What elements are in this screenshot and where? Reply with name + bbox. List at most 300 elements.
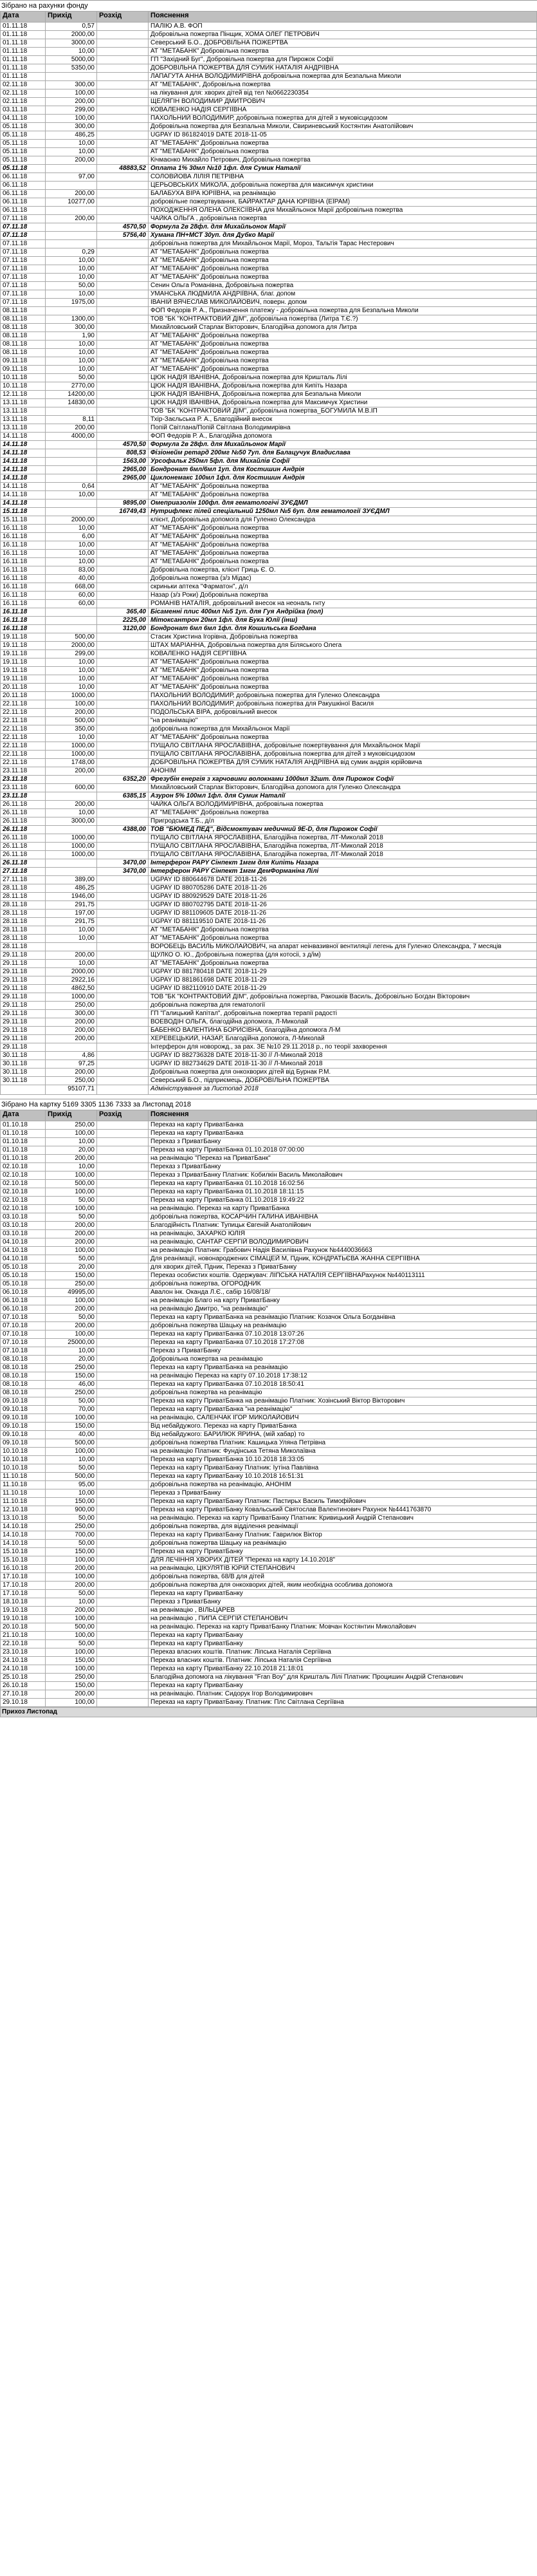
cell-income: 200,00 xyxy=(46,1322,97,1330)
cell-date: 07.11.18 xyxy=(1,223,46,232)
cell-expense xyxy=(97,516,149,525)
table-row xyxy=(1,1498,537,1506)
cell-description: Нутрифлекс пілей спеціальний 1250мл №5 6уп. для гематології ЗУЄДМЛ xyxy=(149,508,537,516)
table-row xyxy=(1,1582,537,1590)
cell-expense xyxy=(97,1364,149,1372)
cell-date: 16.11.18 xyxy=(1,608,46,617)
table-row xyxy=(1,290,537,299)
table-row xyxy=(1,1473,537,1481)
cell-expense xyxy=(97,1565,149,1573)
table-row xyxy=(1,64,537,73)
table-row xyxy=(1,23,537,31)
cell-date: 14.11.18 xyxy=(1,458,46,466)
cell-expense xyxy=(97,274,149,282)
cell-date: 05.11.18 xyxy=(1,131,46,140)
cell-date: 01.10.18 xyxy=(1,1121,46,1130)
cell-income: 10,00 xyxy=(46,1598,97,1607)
cell-description: Добровільна пожертва (з/з Мідас) xyxy=(149,575,537,583)
table-row xyxy=(1,1060,537,1069)
table-row xyxy=(1,1322,537,1330)
table-row xyxy=(1,499,537,508)
cell-date: 07.11.18 xyxy=(1,232,46,240)
cell-income: 150,00 xyxy=(46,1372,97,1381)
cell-date: 14.11.18 xyxy=(1,483,46,491)
table-row xyxy=(1,541,537,550)
cell-description: Переказ на карту ПриватБанку Платник: Гаврилюк Віктор xyxy=(149,1531,537,1540)
cell-date: 19.11.18 xyxy=(1,658,46,667)
cell-expense xyxy=(97,985,149,993)
cell-description: ПУЩАЛО СВІТЛАНА ЯРОСЛАВІВНА, добровільне пожертвування для Михайльонок Марії xyxy=(149,742,537,751)
cell-expense xyxy=(97,81,149,89)
cell-expense: 5756,40 xyxy=(97,232,149,240)
cell-expense: 2225,00 xyxy=(97,617,149,625)
cell-income: 250,00 xyxy=(46,1280,97,1289)
cell-description: Формула 2в 28фл. для Михайльонок Марії xyxy=(149,441,537,449)
cell-income: 250,00 xyxy=(46,1523,97,1531)
cell-expense xyxy=(97,1456,149,1464)
table-row xyxy=(1,215,537,223)
cell-description: на реанімацію. Платник: Сидорук Ігор Володимирович xyxy=(149,1690,537,1699)
cell-description: UGPAY ID 880644678 DATE 2018-11-26 xyxy=(149,876,537,884)
cell-description: ПАХОЛЬНИЙ ВОЛОДИМИР, добровільна пожертва для Гуленко Олександра xyxy=(149,692,537,700)
cell-income: 50,00 xyxy=(46,1197,97,1205)
table-row xyxy=(1,399,537,407)
table-row xyxy=(1,182,537,190)
cell-income: 2000,00 xyxy=(46,516,97,525)
cell-description: Переказ на карту ПриватБанка 07.10.2018 17:27:08 xyxy=(149,1339,537,1347)
cell-date: 02.10.18 xyxy=(1,1171,46,1180)
cell-income xyxy=(46,776,97,784)
cell-date: 09.11.18 xyxy=(1,366,46,374)
cell-income: 900,00 xyxy=(46,1506,97,1515)
cell-expense xyxy=(97,491,149,499)
cell-income: 200,00 xyxy=(46,215,97,223)
table-row xyxy=(1,675,537,684)
cell-description: ТОВ "БК "КОНТРАКТОВИЙ ДІМ", добровільна пожертва (Литра Т.Є.?) xyxy=(149,315,537,324)
cell-income: 10,00 xyxy=(46,257,97,265)
cell-description: добровільна пожертва для гематології xyxy=(149,1002,537,1010)
cell-income: 100,00 xyxy=(46,1648,97,1657)
table-row xyxy=(1,910,537,918)
cell-date: 04.10.18 xyxy=(1,1255,46,1264)
cell-expense xyxy=(97,1556,149,1565)
cell-expense xyxy=(97,433,149,441)
cell-date: 28.11.18 xyxy=(1,926,46,935)
cell-date: 11.10.18 xyxy=(1,1481,46,1489)
table-row xyxy=(1,1171,537,1180)
cell-expense: 4570,50 xyxy=(97,223,149,232)
cell-date: 16.11.18 xyxy=(1,566,46,575)
cell-description: ХЕРЕВЕЦЬКИЙ, НАЗАР, Благодійна допомога, Л-Миколай xyxy=(149,1035,537,1043)
cell-date: 16.11.18 xyxy=(1,525,46,533)
cell-expense xyxy=(97,1414,149,1423)
cell-expense xyxy=(97,391,149,399)
cell-income: 200,00 xyxy=(46,1018,97,1027)
cell-expense xyxy=(97,751,149,759)
cell-description: ГП "Галицький Капітал", добровільна пожертва терапії радості xyxy=(149,1010,537,1018)
cell-income: 1946,00 xyxy=(46,893,97,901)
cell-income: 50,00 xyxy=(46,1640,97,1648)
cell-expense xyxy=(97,64,149,73)
cell-expense xyxy=(97,1464,149,1473)
cell-expense xyxy=(97,1381,149,1389)
cell-date: 07.10.18 xyxy=(1,1322,46,1330)
cell-date: 27.11.18 xyxy=(1,868,46,876)
cell-income: 70,00 xyxy=(46,1406,97,1414)
cell-income: 100,00 xyxy=(46,1615,97,1623)
cell-income: 250,00 xyxy=(46,1002,97,1010)
cell-expense xyxy=(97,1230,149,1238)
cell-date: 09.10.18 xyxy=(1,1423,46,1431)
cell-expense xyxy=(97,341,149,349)
cell-income xyxy=(46,625,97,633)
cell-description: АТ "МЕТАБАНК" Добровільна пожертва xyxy=(149,332,537,341)
table-row xyxy=(1,424,537,433)
cell-expense xyxy=(97,675,149,684)
cell-income: 668,00 xyxy=(46,583,97,592)
cell-income: 100,00 xyxy=(46,1188,97,1197)
cell-income: 20,00 xyxy=(46,1146,97,1155)
table-row xyxy=(1,232,537,240)
cell-date: 29.11.18 xyxy=(1,968,46,976)
table-row xyxy=(1,458,537,466)
table-row xyxy=(1,968,537,976)
cell-income: 50,00 xyxy=(46,1540,97,1548)
cell-date: 14.11.18 xyxy=(1,474,46,483)
cell-date: 16.11.18 xyxy=(1,575,46,583)
cell-expense xyxy=(97,1010,149,1018)
cell-date: 09.10.18 xyxy=(1,1397,46,1406)
cell-expense: 1563,00 xyxy=(97,458,149,466)
cell-description: АТ "МЕТАБАНК" Добровільна пожертва xyxy=(149,48,537,56)
cell-expense xyxy=(97,315,149,324)
cell-description: КОВАЛЕНКО НАДІЯ СЕРГІЇВНА xyxy=(149,650,537,658)
cell-income: 4,86 xyxy=(46,1052,97,1060)
table-row xyxy=(1,993,537,1002)
table-row xyxy=(1,1305,537,1314)
cell-expense xyxy=(97,332,149,341)
cell-date: 07.10.18 xyxy=(1,1347,46,1356)
cell-income: 300,00 xyxy=(46,1010,97,1018)
cell-income: 10,00 xyxy=(46,366,97,374)
cell-description: на реанімацію, САЛЕНЧАК ІГОР МИКОЛАЙОВИЧ xyxy=(149,1414,537,1423)
cell-description: Переказ з ПриватБанку Платник: Кобилкін Василь Миколайович xyxy=(149,1171,537,1180)
cell-date: 09.10.18 xyxy=(1,1406,46,1414)
table-row xyxy=(1,550,537,558)
cell-income: 100,00 xyxy=(46,115,97,123)
cell-date: 13.11.18 xyxy=(1,407,46,416)
cell-income: 97,25 xyxy=(46,1060,97,1069)
cell-date: 08.10.18 xyxy=(1,1364,46,1372)
cell-date: 07.11.18 xyxy=(1,240,46,248)
cell-income: 5350,00 xyxy=(46,64,97,73)
cell-expense xyxy=(97,1130,149,1138)
cell-date: 16.11.18 xyxy=(1,541,46,550)
cell-income xyxy=(46,182,97,190)
table-row xyxy=(1,1180,537,1188)
table-row xyxy=(1,48,537,56)
cell-description: скриньки аптека "Фарматон", д/л xyxy=(149,583,537,592)
cell-expense xyxy=(97,834,149,843)
cell-income xyxy=(46,441,97,449)
cell-income: 0,64 xyxy=(46,483,97,491)
cell-description: на лікування для: хворих дітей від тел №0662230354 xyxy=(149,89,537,98)
cell-date: 15.11.18 xyxy=(1,516,46,525)
cell-description: на реанімацію Платник: Фундінська Тетяна Миколаївна xyxy=(149,1448,537,1456)
table-row xyxy=(1,106,537,115)
cell-description: АТ "МЕТАБАНК" Добровільна пожертва xyxy=(149,960,537,968)
cell-expense xyxy=(97,525,149,533)
cell-description: для хворих дітей, Пдник, Переказ з ПриватБанку xyxy=(149,1264,537,1272)
cell-income: 500,00 xyxy=(46,633,97,642)
table-row xyxy=(1,960,537,968)
cell-expense xyxy=(97,1272,149,1280)
table-row xyxy=(1,1523,537,1531)
cell-expense xyxy=(97,709,149,717)
cell-description: АТ "МЕТАБАНК" Добровільна пожертва xyxy=(149,809,537,817)
cell-description: ЧАЙКА ОЛЬГА ВОЛОДИМИРІВНА, добровільна пожертва xyxy=(149,801,537,809)
fund-section-title: Зібрано на рахунки фонду xyxy=(0,0,537,11)
cell-description: ВОЕВОДІН ОЛЬГА, благодійна допомога, Л-Миколай xyxy=(149,1018,537,1027)
cell-expense xyxy=(97,1573,149,1582)
cell-expense xyxy=(97,1598,149,1607)
cell-income: 2770,00 xyxy=(46,382,97,391)
cell-description: Пригродська Т.Б., д/л xyxy=(149,817,537,826)
table-row xyxy=(1,1615,537,1623)
cell-expense xyxy=(97,265,149,274)
cell-description: UGPAY ID 882734629 DATE 2018-11-30 // Л-Миколай 2018 xyxy=(149,1060,537,1069)
cell-description: Від небайдужого. Переказ на карту ПриватБанка xyxy=(149,1423,537,1431)
cell-expense xyxy=(97,1018,149,1027)
table-row xyxy=(1,39,537,48)
cell-expense xyxy=(97,1665,149,1674)
cell-expense xyxy=(97,56,149,64)
table-row xyxy=(1,625,537,633)
cell-description: ПУЩАЛО СВІТЛАНА ЯРОСЛАВІВНА, Благодійна пожертва, ЛТ-Mиколай 2018 xyxy=(149,843,537,851)
cell-description: Переказ на карту ПриватБанка на реанімацію Платник: Козачок Ольга Богданівна xyxy=(149,1314,537,1322)
table-row xyxy=(1,633,537,642)
cell-income: 486,25 xyxy=(46,131,97,140)
cell-description: Інтерферон PAPY Сінпект 1мгм для Кипіть Назара xyxy=(149,859,537,868)
cell-income: 50,00 xyxy=(46,1255,97,1264)
table-row xyxy=(1,751,537,759)
cell-income: 50,00 xyxy=(46,1397,97,1406)
table-row xyxy=(1,935,537,943)
cell-income: 1000,00 xyxy=(46,993,97,1002)
table-row xyxy=(1,173,537,182)
cell-income: 150,00 xyxy=(46,1682,97,1690)
cell-date: 28.11.18 xyxy=(1,910,46,918)
cell-description: АТ "МЕТАБАНК" Добровільна пожертва xyxy=(149,667,537,675)
cell-date: 28.11.18 xyxy=(1,918,46,926)
cell-date: 30.11.18 xyxy=(1,1060,46,1069)
cell-income xyxy=(46,617,97,625)
cell-date: 26.11.18 xyxy=(1,826,46,834)
table-row xyxy=(1,1548,537,1556)
cell-date: 05.11.18 xyxy=(1,123,46,131)
table-row xyxy=(1,1280,537,1289)
cell-description: ІВАНІЙ ВЯЧЕСЛАВ МИКОЛАЙОВИЧ, поверн. допом xyxy=(149,299,537,307)
cell-description: АТ "МЕТАБАНК" Добровільна пожертва xyxy=(149,541,537,550)
cell-expense xyxy=(97,876,149,884)
table-row xyxy=(1,1456,537,1464)
cell-income: 500,00 xyxy=(46,1439,97,1448)
cell-expense xyxy=(97,801,149,809)
cell-date: 07.11.18 xyxy=(1,290,46,299)
cell-income: 100,00 xyxy=(46,1573,97,1582)
table-row xyxy=(1,1247,537,1255)
cell-income: 50,00 xyxy=(46,1515,97,1523)
cell-expense xyxy=(97,592,149,600)
cell-income: 200,00 xyxy=(46,1607,97,1615)
cell-income: 0,29 xyxy=(46,248,97,257)
cell-income: 100,00 xyxy=(46,1130,97,1138)
cell-income: 10,00 xyxy=(46,140,97,148)
cell-expense xyxy=(97,1439,149,1448)
cell-date: 26.11.18 xyxy=(1,859,46,868)
table-row xyxy=(1,190,537,198)
cell-expense xyxy=(97,424,149,433)
cell-income: 20,00 xyxy=(46,1356,97,1364)
cell-expense: 48883,52 xyxy=(97,165,149,173)
cell-description: Переказ на карту ПриватБанка xyxy=(149,1121,537,1130)
cell-expense xyxy=(97,23,149,31)
cell-expense xyxy=(97,1356,149,1364)
cell-expense xyxy=(97,533,149,541)
cell-description: ЧАЙКА ОЛЬГА , добровільна пожертва xyxy=(149,215,537,223)
cell-expense xyxy=(97,1297,149,1305)
cell-description: добровільна пожертва Шацьку на реанімацію xyxy=(149,1322,537,1330)
cell-date: 08.10.18 xyxy=(1,1372,46,1381)
cell-expense xyxy=(97,1498,149,1506)
cell-expense xyxy=(97,1523,149,1531)
table-row xyxy=(1,1364,537,1372)
table-row xyxy=(1,1264,537,1272)
cell-expense xyxy=(97,1121,149,1130)
cell-expense xyxy=(97,734,149,742)
table-row xyxy=(1,1556,537,1565)
table-row xyxy=(1,1406,537,1414)
cell-income: 10,00 xyxy=(46,684,97,692)
table-row xyxy=(1,248,537,257)
table-row xyxy=(1,608,537,617)
table-row xyxy=(1,1069,537,1077)
cell-date: 13.11.18 xyxy=(1,399,46,407)
cell-income: 700,00 xyxy=(46,1531,97,1540)
cell-date: 27.11.18 xyxy=(1,876,46,884)
cell-income: 1000,00 xyxy=(46,751,97,759)
cell-expense xyxy=(97,1197,149,1205)
cell-expense xyxy=(97,843,149,851)
table-row xyxy=(1,1238,537,1247)
table-row xyxy=(1,692,537,700)
cell-description: АТ "МЕТАБАНК" Добровільна пожертва xyxy=(149,734,537,742)
cell-date: 30.11.18 xyxy=(1,1077,46,1085)
cell-income: 100,00 xyxy=(46,1414,97,1423)
cell-description: ДЛЯ ЛЕЧІННЯ ХВОРИХ ДІТЕЙ "Переказ на карту 14.10.2018" xyxy=(149,1556,537,1565)
fund-body xyxy=(1,23,537,1095)
cell-description: Переказ на карту ПриватБанку. Платник: Плс Світлана Сергіївна xyxy=(149,1699,537,1707)
cell-expense xyxy=(97,257,149,265)
cell-date: 10.11.18 xyxy=(1,374,46,382)
cell-income xyxy=(46,407,97,416)
cell-income: 291,75 xyxy=(46,918,97,926)
cell-description: УМАНСЬКА ЛЮДМИЛА АНДРІЇВНА, благ. допом xyxy=(149,290,537,299)
cell-expense xyxy=(97,1180,149,1188)
table-row xyxy=(1,1272,537,1280)
cell-description: на реанімацію. Переказ на карту ПриватБанку Платник: Мовчан Костянтин Миколайович xyxy=(149,1623,537,1632)
table-row xyxy=(1,148,537,156)
cell-income xyxy=(46,240,97,248)
cell-income xyxy=(46,1043,97,1052)
cell-description: Урсофальк 250мл 5фл. для Михайлів Софії xyxy=(149,458,537,466)
cell-expense xyxy=(97,692,149,700)
table-row xyxy=(1,1481,537,1489)
cell-date: 06.11.18 xyxy=(1,190,46,198)
header-date: Дата xyxy=(1,1110,46,1121)
cell-description: на реанімацію, САНТАР СЕРГІЙ ВОЛОДИМИРОВИЧ xyxy=(149,1238,537,1247)
cell-income: 4000,00 xyxy=(46,433,97,441)
cell-description: Для реанімації, новонароджених СІМАЦЕЙ М, Пдник, КОНДРАТЬЄВА ЖАННА СЕРГІЇВНА xyxy=(149,1255,537,1264)
table-row xyxy=(1,1372,537,1381)
cell-expense xyxy=(97,684,149,692)
table-row xyxy=(1,1540,537,1548)
cell-description: Переказ на карту ПриватБанка на реанімацію xyxy=(149,1364,537,1372)
cell-description: АТ "МЕТАБАНК" Добровільна пожертва xyxy=(149,349,537,357)
cell-description: Циклонемакс 100мл 1фл. для Костишин Андрія xyxy=(149,474,537,483)
total-income: 95107,71 xyxy=(46,1085,97,1095)
cell-income: 1975,00 xyxy=(46,299,97,307)
cell-income xyxy=(46,165,97,173)
cell-income: 1748,00 xyxy=(46,759,97,767)
cell-date: 19.11.18 xyxy=(1,633,46,642)
cell-expense xyxy=(97,1347,149,1356)
table-row xyxy=(1,566,537,575)
table-row xyxy=(1,742,537,751)
cell-income: 500,00 xyxy=(46,1623,97,1632)
cell-expense xyxy=(97,1648,149,1657)
cell-income: 300,00 xyxy=(46,81,97,89)
table-row xyxy=(1,1439,537,1448)
cell-income: 200,00 xyxy=(46,767,97,776)
cell-income xyxy=(46,868,97,876)
cell-description: РОМАНІВ НАТАЛІЯ, добровільний внесок на неональ гнту xyxy=(149,600,537,608)
cell-description: ЦЮК НАДІЯ ІВАНІВНА, Добровільна пожертва для Кришталь Лілі xyxy=(149,374,537,382)
cell-description: Северський Б.О., ДОБРОВІЛЬНА ПОЖЕРТВА xyxy=(149,39,537,48)
cell-income: 10,00 xyxy=(46,491,97,499)
cell-income: 250,00 xyxy=(46,1674,97,1682)
cell-description: АТ "МЕТАБАНК" Добровільна пожертва xyxy=(149,274,537,282)
cell-income: 10,00 xyxy=(46,1163,97,1171)
table-row xyxy=(1,1255,537,1264)
cell-expense xyxy=(97,1171,149,1180)
cell-date: 01.11.18 xyxy=(1,64,46,73)
cell-income: 200,00 xyxy=(46,1238,97,1247)
cell-income: 20,00 xyxy=(46,1264,97,1272)
cell-date: 04.11.18 xyxy=(1,115,46,123)
cell-description: ЦЮК НАДІЯ ІВАНІВНА, Добровільна пожертва для Кипіть Назара xyxy=(149,382,537,391)
table-row xyxy=(1,1590,537,1598)
cell-description: Благодійність Платник: Тупицьк Євгеній Анатолійович xyxy=(149,1222,537,1230)
cell-description: Переказ на карту ПриватБанку xyxy=(149,1632,537,1640)
cell-date: 26.11.18 xyxy=(1,809,46,817)
cell-expense xyxy=(97,1682,149,1690)
table-row xyxy=(1,1138,537,1146)
cell-description: АТ "МЕТАБАНК" Добровільна пожертва xyxy=(149,483,537,491)
cell-expense xyxy=(97,784,149,792)
cell-description: ТОВ "БЮМЕД ПЕД", Відсмоктувач медичний 9Е-D, для Пирожок Софії xyxy=(149,826,537,834)
cell-date: 26.11.18 xyxy=(1,801,46,809)
